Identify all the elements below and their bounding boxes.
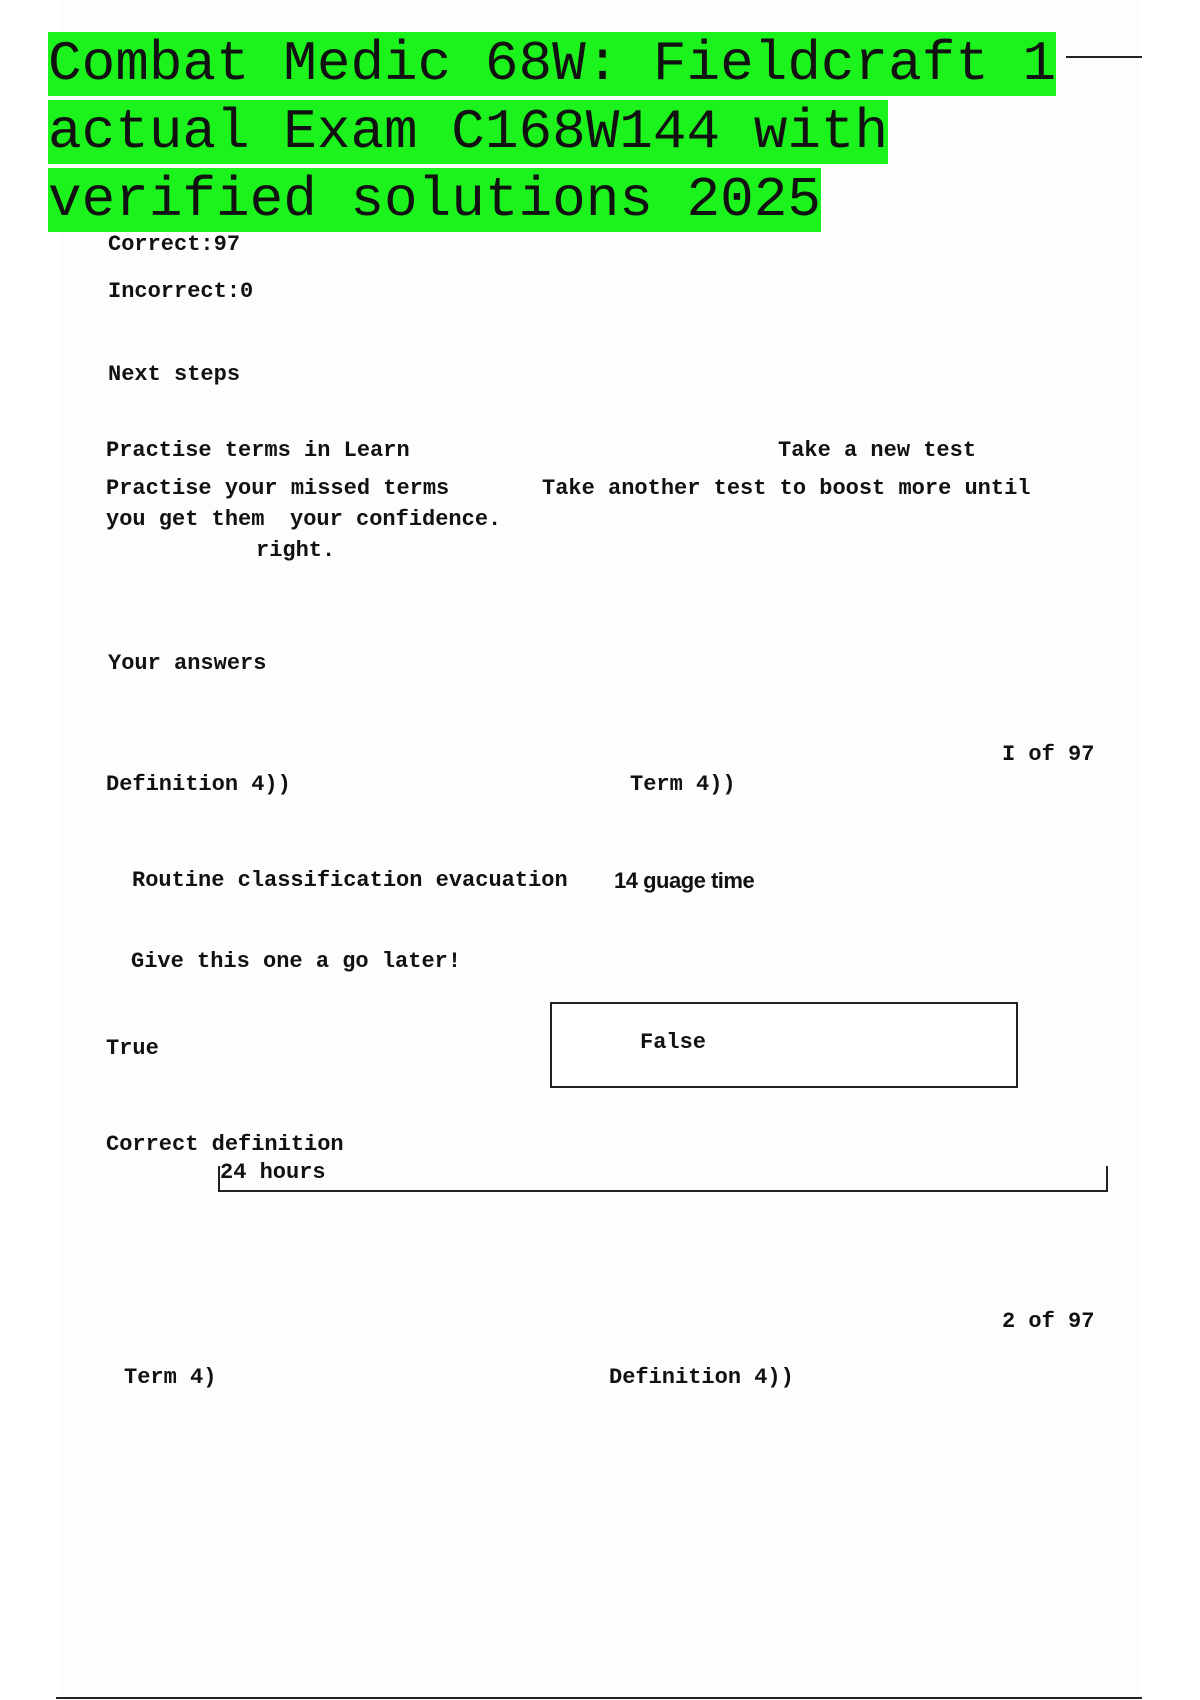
question-prompt-term: 14 guage time [614,868,755,893]
hint-text: Give this one a go later! [131,949,462,974]
learn-option-line-3: right. [256,538,336,563]
correct-definition-label: Correct definition [106,1132,344,1157]
learn-option-line-1: Practise your missed terms [106,476,450,501]
title-line-1: Combat Medic 68W: Fieldcraft 1 [48,32,1057,96]
your-answers-heading: Your answers [108,651,267,676]
new-test-option-title[interactable]: Take a new test [778,438,977,463]
option-true[interactable]: True [106,1036,159,1061]
question-counter: I of 97 [1002,742,1095,767]
option-false-box[interactable] [550,1002,1018,1088]
learn-option-title[interactable]: Practise terms in Learn [106,438,410,463]
bottom-rule [56,1697,1142,1699]
document-title [48,30,1078,234]
question-2-right-label: Definition 4)) [609,1365,794,1390]
new-test-option-line-2: your confidence. [290,507,502,532]
new-test-option-line-1: Take another test to boost more until [542,476,1031,501]
correct-definition-answer [218,1160,1108,1192]
question-right-label: Term 4)) [630,772,736,797]
correct-count: Correct:97 [108,232,241,257]
title-line-3: verified solutions 2025 [48,168,821,232]
correct-definition-value: 24 hours [220,1160,326,1185]
question-2-counter: 2 of 97 [1002,1309,1095,1334]
next-steps-heading: Next steps [108,362,241,387]
question-prompt: Routine classification evacuation [132,868,568,893]
option-false-label: False [640,1030,707,1055]
title-line-2: actual Exam C168W144 with [48,100,889,164]
incorrect-count: Incorrect:0 [108,279,254,304]
question-left-label: Definition 4)) [106,772,291,797]
question-2-left-label: Term 4) [124,1365,217,1390]
title-rule [1066,56,1142,58]
learn-option-line-2: you get them [106,507,265,532]
